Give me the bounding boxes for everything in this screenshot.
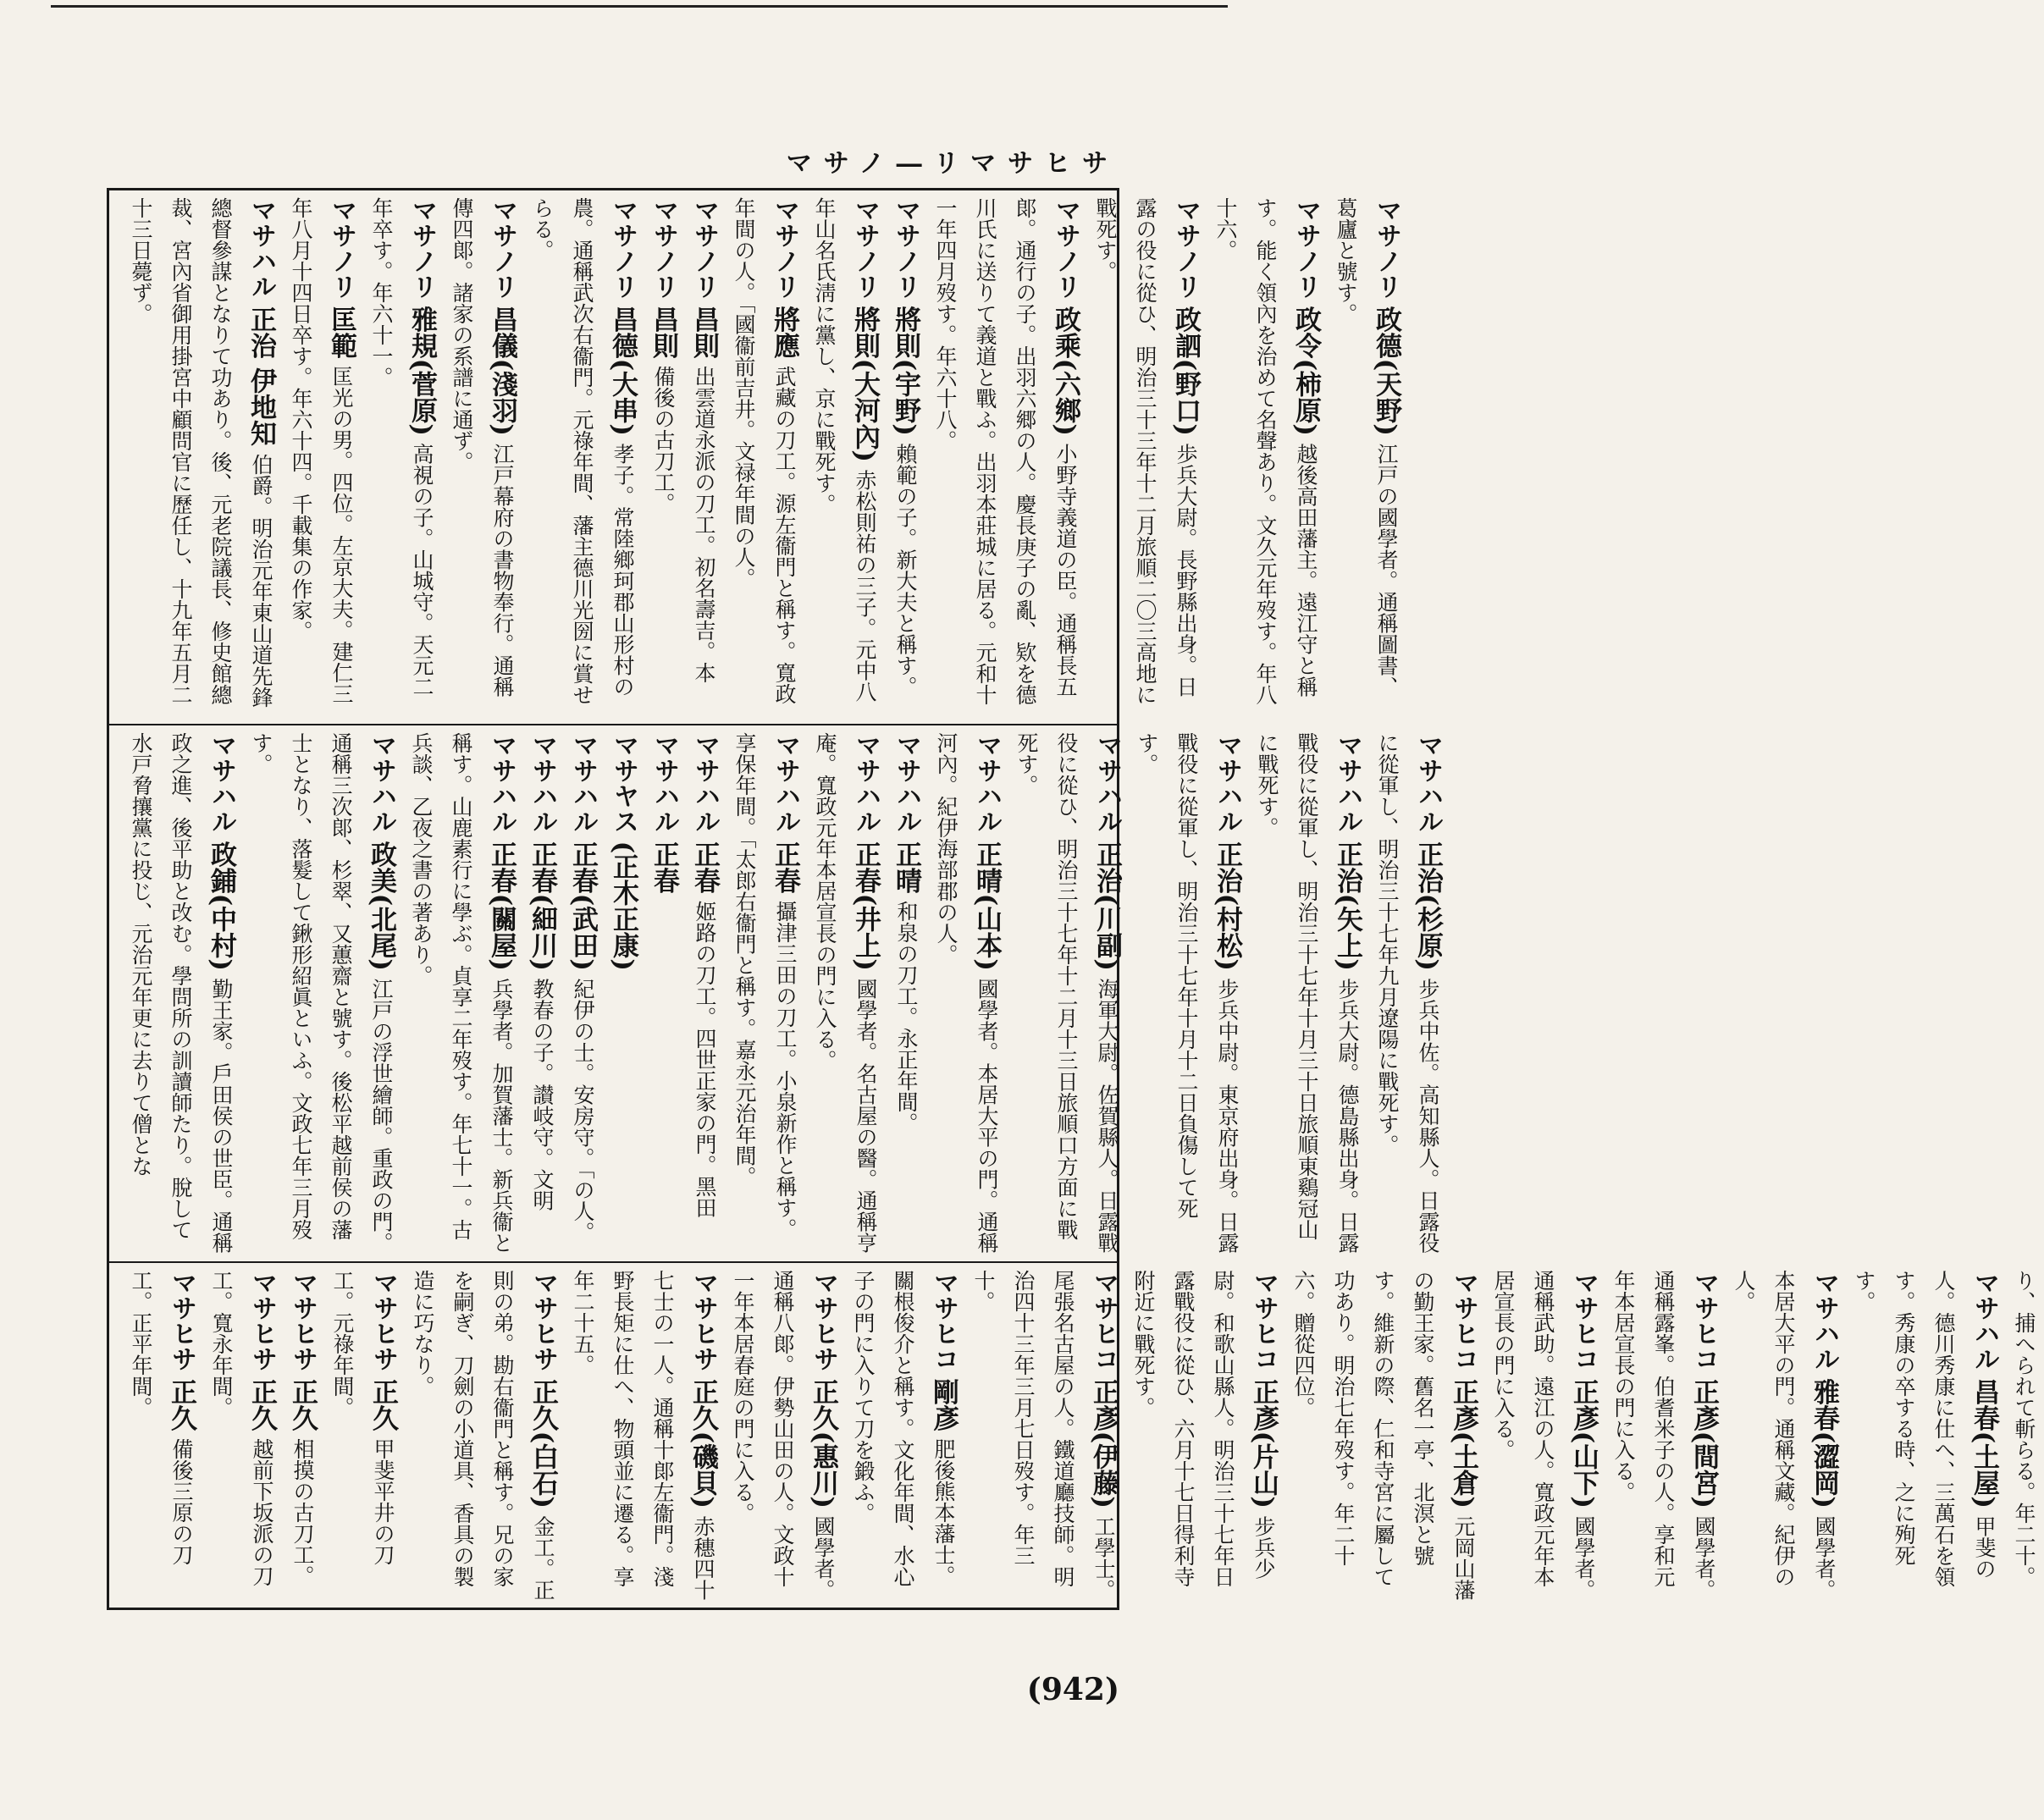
entry-description: 江戸幕府の書物奉行。通稱傳四郞。諸家の系譜に通ず。 <box>450 197 515 698</box>
entry-name: 正彥(山下) <box>1568 1378 1599 1508</box>
entry-name: 正治(村松) <box>1212 841 1242 971</box>
dictionary-entry <box>442 197 522 717</box>
entry-name: 正治(矢上) <box>1332 841 1362 971</box>
dictionary-entry <box>684 732 725 1255</box>
dictionary-entry <box>1326 197 1406 717</box>
entry-description: 伯爵。明治元年東山道先鋒總督參謀となりて功あり。後、元老院議長、修史館總裁、宮內省御用掛宮中顧問官に歷任し、十九年五月二十三日薨ず。 <box>129 197 273 708</box>
entry-headword: マサヒコ <box>1249 1270 1279 1371</box>
entry-name: 匡範 <box>326 306 356 359</box>
dictionary-entry <box>804 197 885 717</box>
entry-headword: マサノリ <box>1372 197 1401 299</box>
entry-headword: マサヒサ <box>528 1270 558 1371</box>
entry-description: 江戸の國學者。通稱圖書、葛廬と號す。 <box>1334 197 1399 698</box>
entry-name: 雅春(澀岡) <box>1809 1378 1839 1508</box>
running-header: マサノ―リマサヒサ <box>786 149 1119 179</box>
band-entries <box>121 197 1406 717</box>
entry-headword: マサノリ <box>1171 197 1201 299</box>
entry-description: 肥後熊本藩士。關根俊介と稱す。文化年間、水心子の門に入りて刀を鍛ふ。 <box>851 1270 956 1587</box>
entry-name: 正久(磯貝) <box>688 1378 718 1508</box>
dictionary-entry <box>522 732 562 1255</box>
entry-description: 和泉の刀工。永正年間。 <box>894 901 919 1134</box>
entry-headword: マサハル <box>367 732 396 834</box>
entry-description: 越前下坂派の刀工。寬永年間。 <box>209 1270 274 1587</box>
entry-description: 工學士。尾張名古屋の人。鐵道廳技師。明治四十三年三月七日歿す。年三十。 <box>971 1270 1116 1601</box>
entry-name: 政令(柿原) <box>1290 306 1321 436</box>
entry-headword: マサノリ <box>488 197 517 299</box>
entry-description: 相摸の古刀工。 <box>290 1438 315 1587</box>
entry-name: 政鋪(中村) <box>206 841 236 971</box>
entry-description: 歩兵大尉。長野縣出身。日露の役に從ひ、明治三十三年十二月旅順二〇三高地に戰死す。 <box>1093 197 1198 705</box>
entry-headword: マサノリ <box>1051 197 1080 299</box>
entry-name: 正久(惠川) <box>808 1378 838 1508</box>
dictionary-entry <box>121 197 281 717</box>
entry-name: 雅規(菅原) <box>406 306 437 436</box>
entry-headword: マサハル <box>851 732 881 834</box>
entry-description: 備後の古刀工。 <box>651 366 676 515</box>
entry-description: 國學者。本居大平の門。通稱文藏。紀伊の人。 <box>1732 1270 1837 1601</box>
dictionary-entry <box>401 732 522 1255</box>
entry-name: 正久 <box>166 1378 196 1431</box>
dictionary-entry <box>1206 197 1326 717</box>
entry-description: り、捕へられて斬らる。年二十。 <box>2012 1270 2036 1587</box>
entry-name: 昌則 <box>648 306 678 359</box>
entry-headword: マサハル <box>487 732 517 834</box>
entry-name: 正春(武田) <box>567 841 598 971</box>
entry-description: 兵學者。加賀藩士。新兵衞と稱す。山鹿素行に學ぶ。貞享二年歿す。年七十一。古兵談、乙夜之書の著あり。 <box>409 732 514 1254</box>
entry-description: 甲斐の人。德川秀康に仕へ、三萬石を領す。秀康の卒する時、之に殉死す。 <box>1852 1270 1997 1587</box>
dictionary-entry <box>1483 1270 1604 1606</box>
dictionary-entry <box>362 197 442 717</box>
entry-headword: マサヒコ <box>1449 1270 1478 1371</box>
entry-name: 正春(關屋) <box>486 841 517 971</box>
entry-name: 剛彥 <box>928 1378 958 1431</box>
dictionary-entry <box>2004 1270 2044 1606</box>
entry-description: 步兵中佐。高知縣人。日露役に從軍し、明治三十七年九月遼陽に戰死す。 <box>1375 732 1440 1254</box>
entry-name: (正木正康) <box>608 841 638 971</box>
entry-description: 備後三原の刀工。正平年間。 <box>129 1270 194 1566</box>
entry-name: 昌則 <box>688 306 719 359</box>
entry-description: 赤穗四十七士の一人。通稱十郞左衞門。淺野長矩に仕へ、物頭並に遷る。享年二十五。 <box>571 1270 715 1601</box>
entry-headword: マサヒサ <box>368 1270 398 1371</box>
entry-headword: マサハル <box>1969 1270 1999 1371</box>
entry-description: 國學者。通稱露峯。伯耆米子の人。享和元年本居宣長の門に入る。 <box>1611 1270 1716 1601</box>
dictionary-entry <box>925 197 1086 717</box>
dictionary-entry <box>562 732 603 1255</box>
entry-description: 國學者。通稱武助。遠江の人。寬政元年本居宣長の門に入る。 <box>1491 1270 1596 1601</box>
entry-description: 金工。正則の弟。勘右衞門と稱す。兄の家を嗣ぎ、刀劍の小道具、香具の製造に巧なり。 <box>411 1270 555 1601</box>
dictionary-entry <box>885 197 925 717</box>
entry-description: 越後高田藩主。遠江守と稱す。能く領內を治めて名聲あり。文久元年歿す。年八十六。 <box>1213 197 1318 705</box>
entry-headword: マサハル <box>1413 732 1443 834</box>
entry-description: 匡光の男。四位。左京大夫。建仁三年八月十四日卒す。年六十四。千載集の作家。 <box>289 197 354 705</box>
dictionary-entry <box>725 732 805 1255</box>
page-number: (942) <box>1026 1672 1119 1707</box>
dictionary-entry <box>643 197 683 717</box>
dictionary-entry <box>1127 732 1247 1255</box>
entry-description: 孝子。常陸鄉珂郡山形村の農。通稱武次右衞門。元祿年間、藩主德川光圀に賞せらる。 <box>530 197 635 705</box>
entry-description: 國學者。名古屋の醫。通稱亨庵。寬政元年本居宣長の門に入る。 <box>813 732 878 1254</box>
dictionary-entry <box>522 197 643 717</box>
entry-headword: マサヒサ <box>688 1270 718 1371</box>
dictionary-entry <box>1124 1270 1284 1606</box>
entry-name: 正晴(山本) <box>971 841 1002 971</box>
entry-name: 正治 伊地知 <box>246 306 276 447</box>
entry-name: 正春 <box>689 841 720 894</box>
dictionary-entry <box>805 732 886 1255</box>
entry-description: 步兵少尉。和歌山縣人。明治三十七年日露戰役に從ひ、六月十七日得利寺附近に戰死す。 <box>1131 1270 1276 1587</box>
entry-description: 海軍大尉。佐賀縣人。日露戰役に從ひ、明治三十七年十二月十三日旅順口方面に戰死す。 <box>1014 732 1119 1254</box>
entry-headword: マサノリ <box>1291 197 1321 299</box>
entry-name: 正晴 <box>891 841 921 894</box>
entry-headword: マサヒサ <box>809 1270 838 1371</box>
entry-description: 教春の子。讃岐守。文明 <box>530 978 555 1211</box>
entry-headword: マサヤス <box>609 732 638 834</box>
dictionary-entry <box>843 1270 964 1606</box>
entry-headword: マサハル <box>528 732 557 834</box>
dictionary-entry <box>964 1270 1124 1606</box>
dictionary-entry <box>926 732 1007 1255</box>
entry-headword: マサノリ <box>608 197 638 299</box>
entry-name: 正春 <box>649 841 679 894</box>
entry-name: 正治(川副) <box>1091 841 1122 971</box>
entry-description: 小野寺義道の臣。通稱長五郞。通行の子。出羽六郷の人。慶長庚子の亂、欵を德川氏に送りて義道と戰ふ。出羽本莊城に居る。元和十一年四月歿す。年六十八。 <box>933 197 1078 705</box>
entry-description: 國學者。通稱八郞。伊勢山田の人。文政十一年本居春庭の門に入る。 <box>731 1270 836 1601</box>
entry-name: 政乘(六鄉) <box>1050 306 1080 436</box>
dictionary-frame <box>107 188 2036 1610</box>
entry-name: 正久 <box>367 1378 398 1431</box>
entry-headword: マサハル <box>246 197 276 299</box>
dictionary-entry <box>1247 732 1367 1255</box>
entry-description: 高視の子。山城守。天元二年卒す。年六十一。 <box>369 197 434 698</box>
entry-headword: マサヒコ <box>1689 1270 1719 1371</box>
entry-description: 國學者。本居大平の門。通稱河內。紀伊海部郡の人。 <box>934 732 999 1254</box>
dictionary-entry <box>683 197 724 717</box>
entry-headword: マサハル <box>892 732 921 834</box>
entry-headword: マサハル <box>972 732 1002 834</box>
entry-headword: マサハル <box>207 732 236 834</box>
entry-headword: マサハル <box>568 732 598 834</box>
entry-description: 紀伊の士。安房守。「の人。 <box>571 978 595 1244</box>
entry-name: 正彥(片山) <box>1248 1378 1279 1508</box>
dictionary-entry <box>886 732 926 1255</box>
entry-headword: マサハル <box>690 732 720 834</box>
entry-description: 武藏の刀工。源左衞門と稱す。寬政年間の人。「國衞前吉井。文禄年間の人。 <box>732 197 797 705</box>
entry-name: 正春(細川) <box>527 841 557 971</box>
entry-headword: マサノリ <box>689 197 719 299</box>
entry-headword: マサノリ <box>649 197 678 299</box>
entry-name: 正久 <box>246 1378 277 1431</box>
dictionary-entry <box>403 1270 563 1606</box>
entry-description: 攝津三田の刀工。小泉新作と稱す。享保年間。「太郎右衞門と稱す。嘉永元治年間。 <box>732 732 798 1240</box>
entry-description: 出雲道永派の刀工。初名壽吉。本 <box>692 366 716 684</box>
entry-name: 政美(北尾) <box>366 841 396 971</box>
entry-headword: マサノリ <box>891 197 920 299</box>
dictionary-entry <box>1844 1270 2004 1606</box>
entry-name: 昌儀(淺羽) <box>487 306 517 436</box>
entry-description: 元岡山藩の勤王家。舊名一亭、北溟と號す。維新の際、仁和寺宮に屬して功あり。明治七年歿す。年二十六。贈從四位。 <box>1291 1270 1476 1601</box>
band-bottom <box>109 1261 2036 1613</box>
dictionary-entry <box>202 1270 282 1606</box>
entry-headword: マサノリ <box>327 197 356 299</box>
entry-description: 步兵中尉。東京府出身。日露戰役に從軍し、明治三十七年十月十二日負傷して死す。 <box>1135 732 1240 1254</box>
entry-name: 將則(大河內) <box>849 306 880 462</box>
entry-description: 江戸の浮世繪師。重政の門。通稱三次郞、杉翠、又蕙齋と號す。後松平越前侯の藩士となり、落髮して鍬形紹眞といふ。文政七年三月歿す。 <box>249 732 394 1254</box>
entry-name: 正彥(土倉) <box>1448 1378 1478 1508</box>
entry-name: 將應 <box>769 306 799 359</box>
entry-name: 政訵(野口) <box>1170 306 1201 436</box>
entry-name: 將則(宇野) <box>890 306 920 436</box>
entry-headword: マサヒサ <box>167 1270 196 1371</box>
dictionary-entry <box>724 197 804 717</box>
top-rule <box>51 5 1228 8</box>
band-top <box>109 190 1401 724</box>
dictionary-entry <box>121 732 241 1255</box>
dictionary-entry <box>323 1270 403 1606</box>
dictionary-entry <box>121 1270 202 1606</box>
entry-name: 正春 <box>770 841 800 894</box>
band-entries <box>121 732 1448 1255</box>
dictionary-entry <box>723 1270 843 1606</box>
band-middle <box>109 724 1443 1261</box>
entry-name: 正彥(間宮) <box>1688 1378 1719 1508</box>
entry-description: 勤王家。戶田侯の世臣。通稱政之進、後平助と改む。學問所の訓讀師たり。脫して水戸脅攘黨に投じ、元治元年更に去りて僧とな <box>129 732 234 1254</box>
entry-headword: マサハル <box>1809 1270 1839 1371</box>
dictionary-entry <box>241 732 401 1255</box>
entry-description: 賴範の子。新大夫と稱す。 <box>893 443 918 698</box>
entry-name: 昌德(大串) <box>607 306 638 436</box>
entry-headword: マサハル <box>1333 732 1362 834</box>
entry-headword: マサヒコ <box>929 1270 958 1371</box>
entry-name: 正治(杉原) <box>1412 841 1443 971</box>
entry-name: 正久 <box>287 1378 318 1431</box>
entry-description: 步兵大尉。德島縣出身。日露戰役に從軍し、明治三十七年十月三十日旅順東鷄冠山に戰死す。 <box>1255 732 1360 1254</box>
entry-name: 正春(井上) <box>850 841 881 971</box>
entry-headword: マサハル <box>771 732 800 834</box>
dictionary-entry <box>1724 1270 1844 1606</box>
dictionary-entry <box>282 1270 323 1606</box>
band-entries <box>121 1270 2044 1606</box>
entry-headword: マサハル <box>649 732 679 834</box>
entry-headword: マサヒコ <box>1089 1270 1119 1371</box>
entry-description: 甲斐平井の刀工。元祿年間。 <box>330 1270 395 1566</box>
entry-headword: マサヒサ <box>288 1270 318 1371</box>
entry-headword: マサヒコ <box>1569 1270 1599 1371</box>
dictionary-entry <box>1284 1270 1483 1606</box>
entry-name: 正彥(伊藤) <box>1088 1378 1119 1508</box>
entry-headword: マサハル <box>1092 732 1122 834</box>
dictionary-entry <box>603 732 644 1255</box>
dictionary-entry <box>1367 732 1448 1255</box>
entry-headword: マサヒサ <box>247 1270 277 1371</box>
entry-description: 赤松則祐の三子。元中八年山名氏淸に黨し、京に戰死す。 <box>812 197 877 703</box>
entry-name: 政德(天野) <box>1371 306 1401 436</box>
dictionary-entry <box>644 732 684 1255</box>
entry-headword: マサハル <box>1213 732 1242 834</box>
dictionary-entry <box>563 1270 723 1606</box>
entry-headword: マサノリ <box>850 197 880 299</box>
dictionary-entry <box>281 197 362 717</box>
entry-name: 昌春(土屋) <box>1969 1378 1999 1508</box>
entry-description: 姬路の刀工。四世正家の門。黑田 <box>693 901 717 1219</box>
entry-headword: マサノリ <box>770 197 799 299</box>
entry-name: 正久(白石) <box>528 1378 558 1508</box>
entry-headword: マサノリ <box>407 197 437 299</box>
dictionary-entry <box>1604 1270 1724 1606</box>
dictionary-entry <box>1086 197 1206 717</box>
dictionary-entry <box>1007 732 1127 1255</box>
